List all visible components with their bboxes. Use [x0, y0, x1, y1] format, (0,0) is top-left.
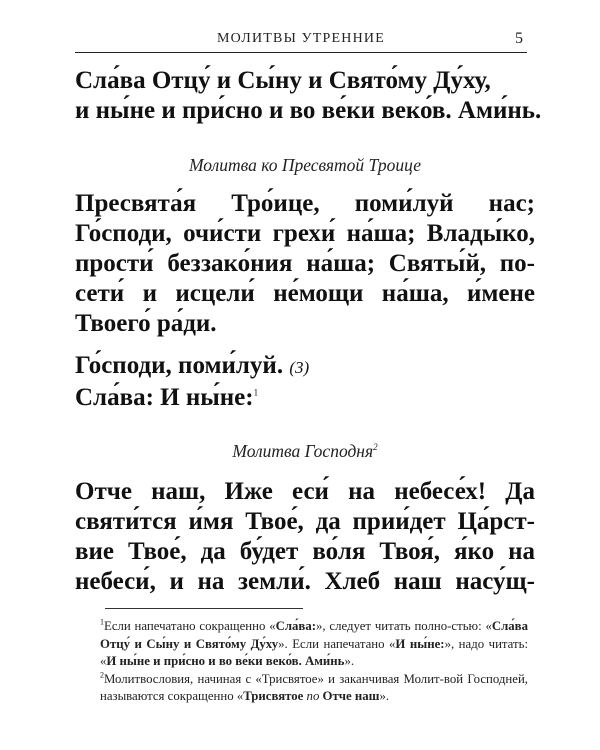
footnote-2-italic: по [303, 689, 323, 703]
footnote-2-text-b: ». [379, 689, 390, 703]
footnote-1-bold-d: И ны́не и при́сно и во ве́ки веко́в. Ами́нь [106, 654, 345, 668]
trinity-line-2: Го́споди, очи́сти грехи́ на́ша; Влады́ко, [75, 220, 535, 247]
footnote-1-text-c: ». Если напечатано « [278, 636, 396, 651]
footnote-1-number: 1 [100, 617, 104, 627]
footnote-2-number: 2 [100, 670, 104, 680]
footnote-2-text-a: Молитвословия, начиная с «Трисвятое» и заканчивая Молит-вой Господней, называются сокращенно « [100, 671, 528, 703]
footnote-1-bold-c: И ны́не: [395, 636, 445, 651]
footnotes [100, 618, 528, 706]
page-number: 5 [515, 30, 523, 47]
footnote-2-bold-a: Трисвятое [243, 689, 304, 703]
footnote-ref-1: 1 [253, 387, 259, 398]
trinity-line-4: сети́ и исцели́ не́мощи на́ша, и́мене [75, 280, 535, 307]
lords-prayer-body [75, 477, 535, 597]
main-text [75, 66, 542, 597]
glory-now-text: Сла́ва: И ны́не: [75, 384, 254, 411]
trinity-line-1: Пресвята́я Тро́ице, поми́луй нас; [75, 190, 535, 217]
footnote-rule [105, 608, 303, 609]
footnote-1-text-b: », следует читать полно-стью: « [316, 619, 492, 633]
footnote-1-text-d: », надо читать: « [100, 636, 528, 668]
lord-have-mercy-text: Го́споди, поми́луй. [75, 352, 284, 379]
lords-prayer-heading [75, 441, 535, 462]
lords-line-4: небеси́, и на земли́. Хлеб наш насу́щ- [75, 568, 535, 595]
running-title: МОЛИТВЫ УТРЕННИЕ [217, 31, 385, 46]
lords-prayer-heading-text: Молитва Господня [232, 441, 374, 461]
doxology-line-1: Сла́ва Отцу́ и Сы́ну и Свято́му Ду́ху, [75, 67, 491, 94]
trinity-prayer-body [75, 189, 535, 339]
footnote-1-text-a: Если напечатано сокращенно « [104, 619, 276, 633]
glory-now-line [75, 383, 535, 413]
repeat-count: (3) [289, 358, 310, 377]
footnote-ref-2: 2 [373, 442, 378, 453]
running-header [75, 30, 527, 53]
trinity-line-5: Твоего́ ра́ди. [75, 310, 217, 337]
lords-line-1: Отче наш, Иже еси́ на небесе́х! Да [75, 478, 535, 505]
footnote-2-bold-b: Отче наш [322, 689, 380, 703]
footnote-1-text-e: ». [344, 654, 355, 668]
doxology-line-2: и ны́не и при́сно и во ве́ки веко́в. Ами́нь. [75, 97, 542, 124]
footnote-2 [100, 671, 528, 706]
trinity-line-3: прости́ беззако́ния на́ша; Святы́й, по- [75, 250, 535, 277]
lords-line-2: святи́тся и́мя Твое́, да прии́дет Ца́рст- [75, 508, 535, 535]
trinity-prayer-heading: Молитва ко Пресвятой Троице [188, 155, 422, 175]
footnote-1-bold-a: Сла́ва: [275, 619, 316, 633]
footnote-1 [100, 618, 528, 671]
lords-line-3: вие Твое́, да бу́дет во́ля Твоя́, я́ко на [75, 538, 535, 565]
lord-have-mercy-line [75, 351, 535, 383]
footnote-1-bold-b: Сла́ва Отцу́ и Сы́ну и Свято́му Ду́ху [100, 619, 528, 651]
